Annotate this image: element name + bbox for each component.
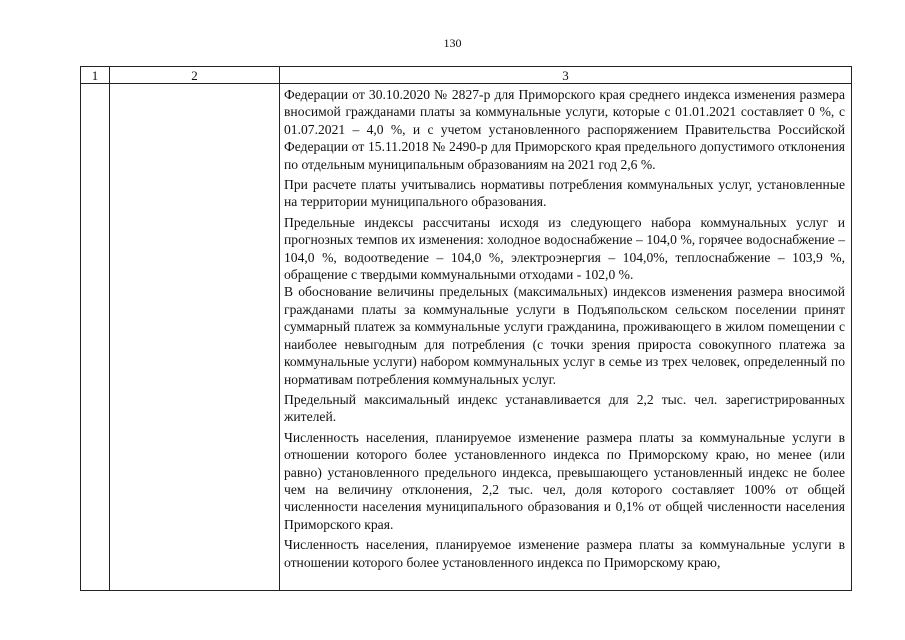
table-cell-col1 xyxy=(81,84,110,591)
paragraph: В обоснование величины предельных (максимальных) индексов изменения размера вносимой гражданами платы за коммунальные услуги в Подъяпольском сельском поселении принят суммарный платеж за коммунальные услуги гражданина, проживающего в жилом помещении с наиболее невыгодным для потребления (с точки зрения прироста совокупного платежа за коммунальные услуги) набором коммунальных услуг в семье из трех человек, определенный по нормативам потребления коммунальных услуг. xyxy=(284,284,845,387)
table-row xyxy=(81,84,852,591)
paragraph: Численность населения, планируемое изменение размера платы за коммунальные услуги в отношении которого более установленного индекса по Приморскому краю, xyxy=(284,537,845,570)
table-cell-col2 xyxy=(110,84,280,591)
paragraph: При расчете платы учитывались нормативы потребления коммунальных услуг, установленные на территории муниципального образования. xyxy=(284,177,845,210)
paragraph: Численность населения, планируемое изменение размера платы за коммунальные услуги в отношении которого более установленного индекса по Приморскому краю, но менее (или равно) установленного предельного индекса, превышающего установленный индекс не более чем на величину отклонения, 2,2 тыс. чел, доля которого составляет 100% от общей численности населения муниципального образования и 0,1% от общей численности населения Приморского края. xyxy=(284,429,845,532)
paragraph: Предельный максимальный индекс устанавливается для 2,2 тыс. чел. зарегистрированных жителей. xyxy=(284,391,845,425)
paragraph: Федерации от 30.10.2020 № 2827-р для Приморского края среднего индекса изменения размера вносимой гражданами платы за коммунальные услуги, которые с 01.01.2021 составляет 0 %, с 01.07.2021 – 4,0 %, и с учетом установленного распоряжением Правительства Российской Федерации от 15.11.2018 № 2490-р для Приморского края предельного допустимого отклонения по отдельным муниципальным образованиям на 2021 год 2,6 %. xyxy=(284,87,845,172)
column-header-3: 3 xyxy=(280,67,852,84)
paragraph: Предельные индексы рассчитаны исходя из следующего набора коммунальных услуг и прогнозных темпов их изменения: холодное водоснабжение – 104,0 %, горячее водоснабжение – 104,0 %, водоотведение – 104,0 %, электроэнергия – 104,0%, теплоснабжение – 103,9 %, обращение с твердыми коммунальными отходами - 102,0 %. xyxy=(284,214,845,283)
column-header-2: 2 xyxy=(110,67,280,84)
table-cell-col3 xyxy=(280,84,852,591)
table-header-row xyxy=(81,67,852,84)
column-header-1: 1 xyxy=(81,67,110,84)
document-table xyxy=(80,66,852,591)
page-number: 130 xyxy=(443,36,462,50)
